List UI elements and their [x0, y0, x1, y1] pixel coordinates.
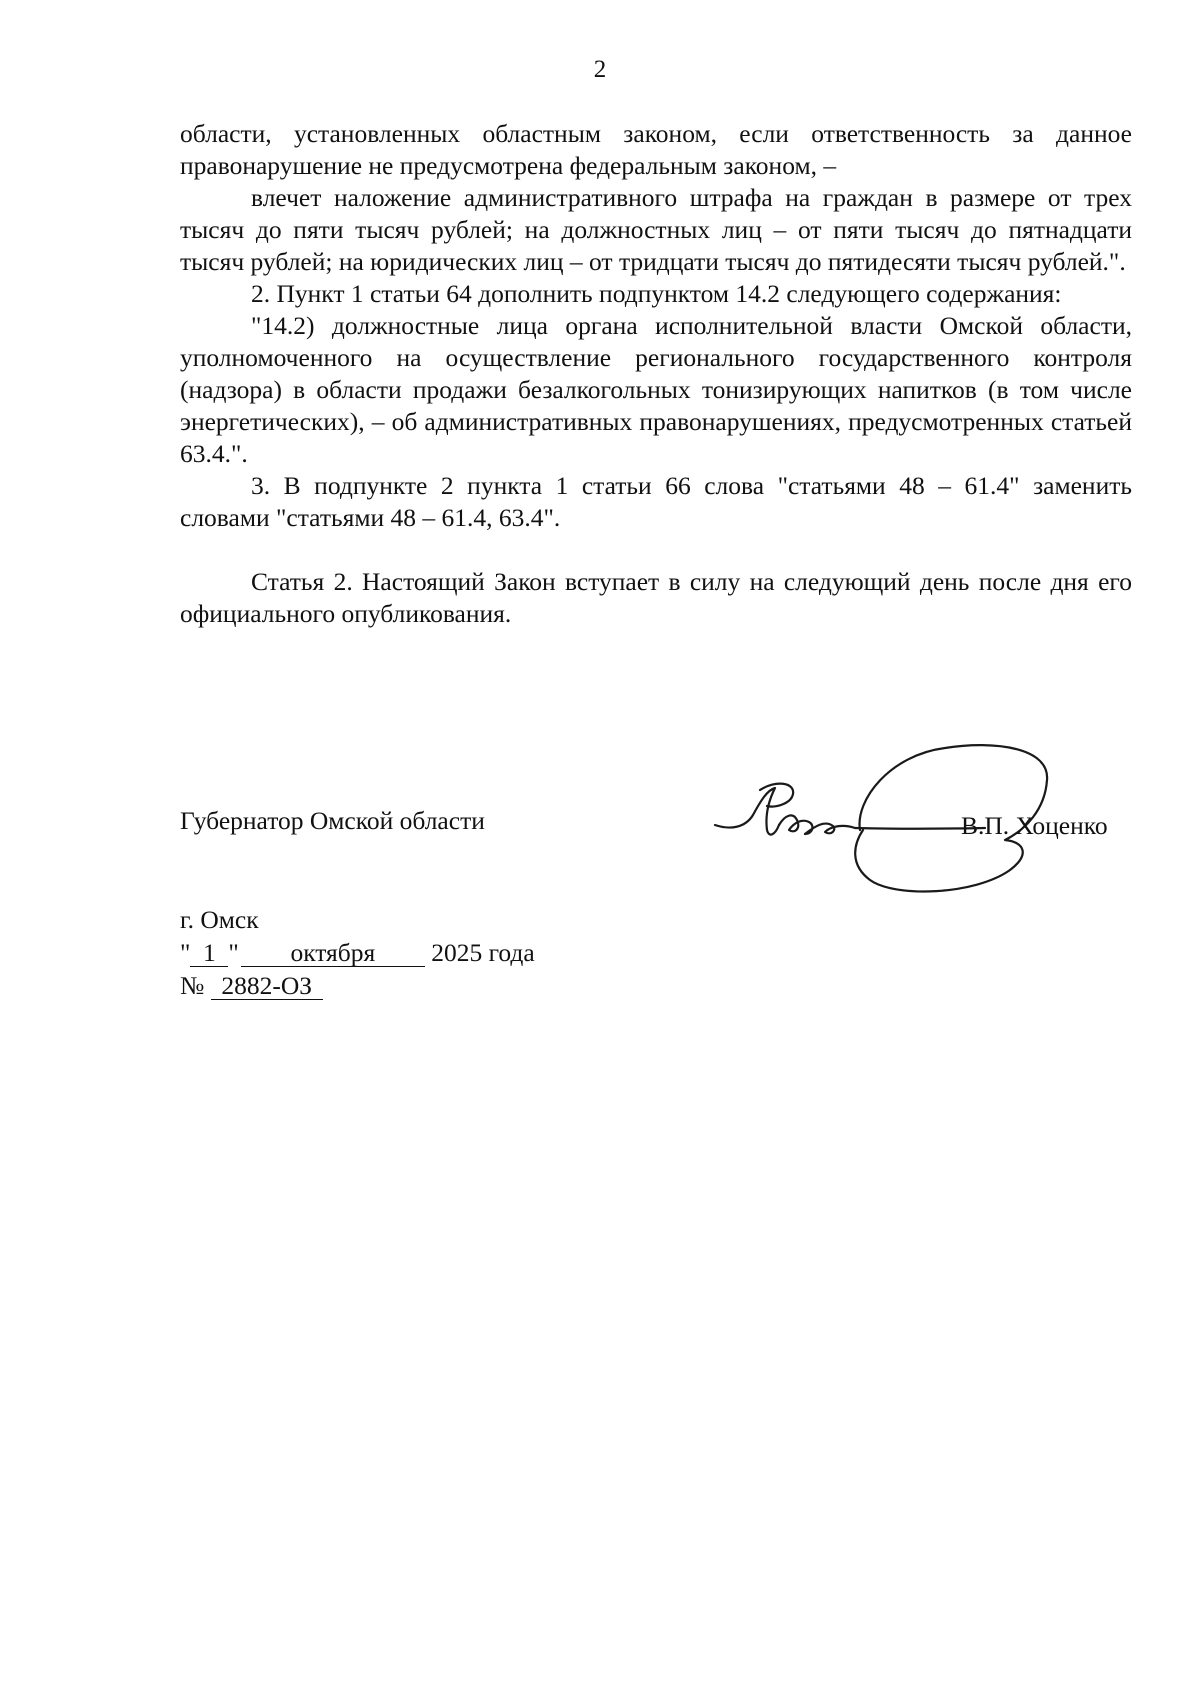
- place-date-block: [180, 903, 535, 1002]
- document-body: [180, 118, 1132, 630]
- date-year: 2025 года: [431, 938, 535, 967]
- city: г. Омск: [180, 905, 259, 934]
- governor-title: Губернатор Омской области: [180, 806, 485, 835]
- paragraph-penalty: влечет наложение административного штрафа на граждан в размере от трех тысяч до пяти тысяч рублей; на должностных лиц – от пяти тысяч до пятнадцати тысяч рублей; на юридических лиц – от тридцати тысяч до пятидесяти тысяч рублей.".: [180, 183, 1132, 276]
- paragraph-subitem-14-2: "14.2) должностные лица органа исполнительной власти Омской области, уполномоченного на осуществление регионального государственного контроля (надзора) в области продажи безалкогольных тонизирующих напитков (в том числе энергетических), – об административных правонарушениях, предусмотренных статьей 63.4.".: [180, 311, 1132, 468]
- date-day: 1: [190, 940, 228, 967]
- law-number: 2882-ОЗ: [211, 973, 323, 1000]
- paragraph-article-2: Статья 2. Настоящий Закон вступает в силу на следующий день после дня его официального опубликования.: [180, 567, 1132, 628]
- paragraph-continuation: области, установленных областным законом, если ответственность за данное правонарушение не предусмотрена федеральным законом, –: [180, 119, 1132, 180]
- paragraph-item-2: 2. Пункт 1 статьи 64 дополнить подпунктом 14.2 следующего содержания:: [251, 279, 1062, 308]
- paragraph-item-3: 3. В подпункте 2 пункта 1 статьи 66 слова "статьями 48 – 61.4" заменить словами "статьями 48 – 61.4, 63.4".: [180, 471, 1132, 532]
- page-number: 2: [593, 56, 607, 83]
- number-sign: №: [180, 971, 205, 1000]
- date-line: [180, 936, 535, 969]
- quote-close: ": [228, 938, 239, 967]
- date-month: октября: [241, 940, 425, 967]
- quote-open: ": [180, 938, 191, 967]
- signer-name: В.П. Хоценко: [961, 811, 1108, 840]
- law-number-line: [180, 969, 535, 1002]
